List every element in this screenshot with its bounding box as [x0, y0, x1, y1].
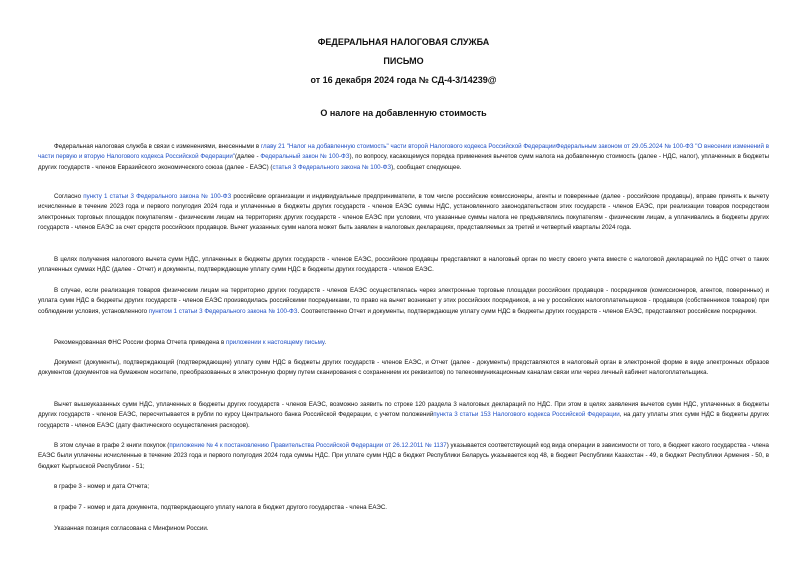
legal-reference-link[interactable]: Федеральный закон № 100-ФЗ	[260, 153, 350, 161]
paragraph-text: Вычет вышеуказанных сумм НДС, уплаченных в бюджеты других государств - членов ЕАЭС, возможно заявить по строке 120 раздела 3 налоговых деклараций по НДС. При этом в целях заявления вычетов сумм НДС, уплаченных в бюджеты других государств - членов ЕАЭС, пересчитывается в рубли по курсу Центрального банка Российской Федерации, с учетом положений	[38, 401, 769, 419]
paragraph-text: В целях получения налогового вычета сумм НДС, уплаченных в бюджеты других государств - членов ЕАЭС, российские продавцы представляют в налоговый орган по месту своего учета вместе с налоговой декларацией по НДС отчет о таких уплаченных суммах НДС (далее - Отчет) и документы, подтверждающие уплату сумм НДС в бюджеты других государств - членов ЕАЭС.	[38, 256, 769, 274]
paragraph-purchase-book	[38, 441, 769, 472]
paragraph-text: . Соответственно Отчет и документы, подтверждающие уплату сумм НДС в бюджеты других государств - членов ЕАЭС, представляют российские посредники.	[297, 307, 757, 315]
legal-reference-link[interactable]: пункту 1 статьи 3 Федерального закона № 100-ФЗ	[83, 193, 232, 200]
paragraph-declaration-line	[38, 400, 769, 431]
legal-reference-link[interactable]: пункта 3 статьи 153 Налогового кодекса Российской Федерации	[433, 411, 620, 419]
legal-reference-link[interactable]: приложении к настоящему письму	[225, 339, 325, 346]
paragraph-text: российские организации и индивидуальные предприниматели, в том числе российские комиссионеры, агенты и поверенные (далее - российские продавцы), вправе принять к вычету исчисленные в течение 2023 года и первого полугодия 2024 года и уплаченные в бюджеты других государств - членов ЕАЭС суммы НДС, установленного законодательством этих государств - членов ЕАЭС, при реализации товаров посредством электронных торговых площадок покупателям - физическим лицам на территориях других государств - членов ЕАЭС при условии, что указанные суммы налога не предъявлялись покупателям - физическим лицам, а уплачивались в бюджеты других государств - членов ЕАЭС за счет средств российских продавцов. Вычет указанных сумм налога может быть заявлен в налоговых декларациях, представляемых за третий и четвертый кварталы 2024 года.	[38, 193, 769, 231]
legal-reference-link[interactable]: статья 3 Федерального закона № 100-ФЗ	[272, 163, 392, 171]
paragraph-agreement	[38, 524, 769, 534]
paragraph-text: В этом случае в графе 2 книги покупок (	[54, 442, 170, 449]
paragraph-report-submission	[38, 255, 769, 276]
paragraph-text: ) указывается соответствующий код вида операции в зависимости от того, в бюджет какого государства - члена ЕАЭС были уплачены исчисленные в течение 2023 года и первого полугодия 2024 года суммы НДС. При уплате сумм НДС в бюджет Республики Беларусь указывается код 48, в бюджет Республики Казахстан - 49, в бюджет Республики Армения - 50, в бюджет Кыргызской Республики - 51;	[38, 442, 769, 470]
legal-reference-link[interactable]: Федеральным законом от 29.05.2024 № 100-ФЗ "О внесении изменений в части первую и вторую Налогового кодекса Российской Федерации"	[38, 143, 769, 161]
paragraph-recommended-form	[38, 338, 769, 348]
paragraph-text: , на дату уплаты этих сумм НДС в бюджеты других государств - членов ЕАЭС (дату фактического осуществления расходов).	[38, 411, 770, 429]
paragraph-text: в графе 3 - номер и дата Отчета;	[54, 483, 150, 490]
document-subject: О налоге на добавленную стоимость	[320, 108, 487, 118]
paragraph-text: Рекомендованная ФНС России форма Отчета приведена в	[54, 339, 226, 346]
paragraph-text: В случае, если реализация товаров физическим лицам на территорию других государств - членов ЕАЭС осуществлялась через электронные торговые площадки российских продавцов - посредников (комиссионеров, агентов, поверенных) и уплата сумм НДС в бюджеты других государств - членов ЕАЭС производилась российскими посредниками, то право на вычет возникает у этих российских посредников, а не у российских налогоплательщиков - продавцов (собственников товаров) при соблюдении условия, установленного	[38, 287, 769, 315]
paragraph-text: Документ (документы), подтверждающий (подтверждающие) уплату сумм НДС в бюджеты других государств - членов ЕАЭС, и Отчет (далее - документы) представляются в налоговый орган в электронной форме в виде электронных образов документов (документов на бумажном носителе, преобразованных в электронную форму путем сканирования с сохранением их реквизитов) по телекоммуникационным каналам связи или через личный кабинет налогоплательщика.	[38, 359, 769, 377]
paragraph-text: Федеральная налоговая служба в связи с изменениями, внесенными в	[54, 143, 261, 150]
document-date-number: от 16 декабря 2024 года № СД-4-3/14239@	[310, 75, 497, 85]
paragraph-text: в графе 7 - номер и дата документа, подтверждающего уплату налога в бюджет другого государства - члена ЕАЭС.	[54, 504, 388, 511]
paragraph-text: Согласно	[54, 193, 84, 200]
paragraph-intermediaries	[38, 286, 769, 317]
paragraph-text: (далее -	[235, 153, 261, 161]
paragraph-electronic-documents	[38, 358, 769, 379]
paragraph-text: .	[324, 339, 327, 346]
paragraph-column-3	[38, 482, 769, 492]
paragraph-text: ), сообщает следующее.	[391, 163, 462, 171]
paragraph-text: Указанная позиция согласована с Минфином России.	[54, 525, 209, 532]
paragraph-deduction-right	[38, 192, 769, 233]
paragraph-column-7	[38, 503, 769, 513]
legal-reference-link[interactable]: главу 21 "Налог на добавленную стоимость" части второй Налогового кодекса Российской Федерации	[260, 143, 556, 150]
legal-reference-link[interactable]: пунктом 1 статьи 3 Федерального закона № 100-ФЗ	[148, 307, 298, 315]
agency-title: ФЕДЕРАЛЬНАЯ НАЛОГОВАЯ СЛУЖБА	[317, 37, 490, 47]
legal-reference-link[interactable]: приложение № 4 к постановлению Правительства Российской Федерации от 26.12.2011 № 1137	[169, 442, 447, 449]
document-type: ПИСЬМО	[383, 56, 424, 66]
paragraph-text: ), по вопросу, касающемуся порядка применения вычетов сумм налога на добавленную стоимость (далее - НДС, налог), уплаченных в бюджеты других государств - членов Евразийского экономического союза (далее - ЕАЭС) (	[38, 153, 770, 171]
paragraph-intro	[38, 142, 769, 173]
